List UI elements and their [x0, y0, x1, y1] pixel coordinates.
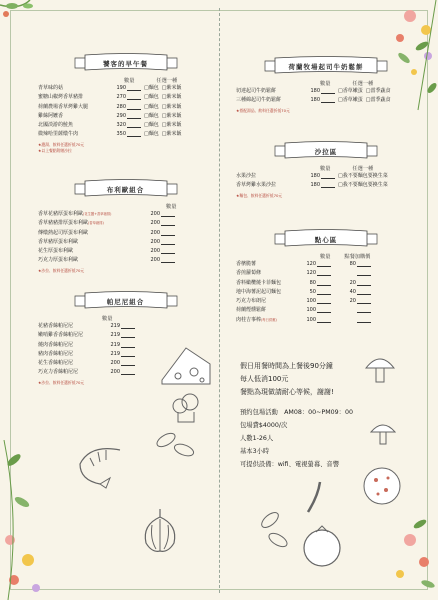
booking-info — [240, 406, 353, 471]
option-checkbox[interactable]: □紫米飯 — [161, 103, 182, 110]
quantity-field[interactable] — [161, 219, 175, 226]
quantity-field[interactable] — [161, 256, 175, 263]
breakfast-note-1: ★濃湯、飲料任選折抵70元 — [38, 141, 85, 147]
item-name: 巧克力布朗尼 — [236, 298, 267, 305]
item-name: 北國淡游的鮭魚 — [38, 122, 74, 129]
option-checkbox[interactable]: □香草嫩蛋 — [338, 97, 363, 104]
item-extra-price — [334, 306, 356, 315]
quantity-field[interactable] — [317, 279, 331, 286]
option-checkbox[interactable]: □我不要麵包要換生菜 — [338, 173, 388, 179]
info-line: 假日用餐時間為上餐後90分鐘 — [240, 362, 333, 370]
quantity-field[interactable] — [317, 306, 331, 313]
mushroom-small-icon — [368, 418, 398, 448]
item-note: (香草豬排) — [88, 221, 104, 226]
cheese-icon — [158, 340, 214, 390]
choose-header: 任選一種 — [352, 166, 374, 172]
item-price: 219 — [110, 323, 120, 329]
burrito-banner — [71, 178, 181, 200]
item-name: 蜜糖山椒烤香草豬排 — [38, 94, 84, 101]
choose-header: 任選一種 — [156, 78, 178, 84]
option-checkbox[interactable]: □紫米飯 — [161, 112, 182, 119]
waffle-header — [236, 80, 416, 87]
shrimp-icon — [70, 440, 130, 490]
item-name: 豬肉香絲帕尼尼 — [38, 350, 74, 357]
item-name: 燒肉香絲帕尼尼 — [38, 341, 74, 348]
item-note: (花生醬+香草豬排) — [83, 212, 112, 216]
menu-item-row — [38, 84, 213, 93]
menu-item-row — [236, 288, 416, 297]
item-name: 荷蘭煙燻鬆餅 — [236, 307, 267, 314]
item-extra-price: 80 — [349, 261, 356, 267]
menu-item-row — [38, 130, 213, 139]
item-price: 100 — [306, 316, 316, 323]
waffle-title: 荷蘭牧場起司牛奶鬆餅 — [288, 62, 364, 71]
item-extra-price: 20 — [349, 298, 356, 305]
item-price: 190 — [116, 85, 126, 91]
chili-icon — [300, 478, 330, 518]
menu-item-row — [38, 322, 213, 331]
salami-icon — [360, 462, 404, 512]
leaves-icon — [150, 420, 200, 470]
booking-line: 人數1-26人 — [240, 435, 274, 442]
dining-info — [240, 360, 334, 399]
menu-item-row — [236, 316, 416, 325]
menu-item-row — [236, 96, 416, 105]
menu-item-row — [38, 229, 213, 238]
qty-header: 數量 — [320, 254, 331, 260]
qty-header: 數量 — [166, 204, 177, 210]
item-price: 280 — [116, 103, 126, 110]
item-price: 200 — [150, 248, 160, 255]
item-extra-price — [334, 316, 356, 325]
item-price: 200 — [150, 238, 160, 245]
burrito-note: ★沙拉、飲料任選折抵70元 — [38, 267, 85, 273]
item-price: 50 — [309, 288, 316, 295]
option-checkbox[interactable]: □我不要麵包要換生菜 — [338, 182, 388, 189]
extra-quantity-field[interactable] — [357, 279, 371, 286]
qty-header: 數量 — [320, 81, 331, 87]
qty-header: 數量 — [124, 78, 135, 84]
breakfast-note-2: ★以上餐點附贈沙拉 — [38, 147, 72, 153]
item-price: 180 — [310, 182, 320, 189]
item-name: 肉桂吉事棒(每日供應) — [236, 316, 277, 323]
quantity-field[interactable] — [317, 269, 331, 276]
item-price: 290 — [116, 112, 126, 119]
item-price: 100 — [306, 307, 316, 314]
item-price: 120 — [306, 270, 316, 277]
burrito-section — [38, 178, 213, 274]
extra-quantity-field[interactable] — [357, 306, 371, 313]
option-checkbox[interactable]: □香草嫩蛋 — [338, 88, 363, 94]
menu-item-row — [38, 238, 213, 247]
option-checkbox[interactable]: □麵包 — [144, 112, 159, 119]
booking-line: 包場費$4000/次 — [240, 422, 288, 429]
item-name: 香草烤雞水果沙拉 — [236, 182, 277, 189]
menu-item-row — [236, 181, 416, 190]
quantity-field[interactable] — [127, 121, 141, 128]
choose-header: 任選一種 — [352, 81, 374, 87]
item-extra-price: 20 — [349, 279, 356, 286]
item-price: 200 — [150, 257, 160, 264]
garlic-icon — [138, 505, 182, 555]
flower-decoration-bottom-left — [0, 440, 50, 600]
item-name: 巧克力厚蛋布利歐 — [38, 257, 79, 264]
extra-quantity-field[interactable] — [357, 260, 371, 267]
item-price: 320 — [116, 122, 126, 129]
quantity-field[interactable] — [321, 96, 335, 103]
quantity-field[interactable] — [317, 288, 331, 295]
item-name: 地中海薯泥起司麵包 — [236, 288, 282, 295]
item-name: 香草花豬厚蛋布利歐(花生醬+香草豬排) — [38, 211, 112, 217]
option-checkbox[interactable]: □麵包 — [144, 122, 159, 129]
extra-quantity-field[interactable] — [357, 316, 371, 323]
salad-note: ★麵包、飲料任選折抵70元 — [236, 192, 283, 198]
pack-header: 點餐加購價 — [344, 254, 371, 260]
tomato-icon — [296, 520, 348, 570]
quantity-field[interactable] — [321, 172, 335, 179]
item-name: 切達起司牛奶鬆餅 — [236, 88, 277, 94]
menu-item-row — [38, 93, 213, 102]
item-price: 180 — [310, 88, 320, 94]
burrito-header — [38, 203, 213, 210]
menu-item-row — [38, 219, 213, 228]
item-extra-price: 40 — [349, 288, 356, 295]
option-checkbox[interactable]: □麵包 — [144, 131, 159, 138]
quantity-field[interactable] — [317, 316, 331, 323]
snacks-section — [236, 228, 416, 325]
qty-header: 數量 — [320, 166, 331, 172]
item-price: 219 — [110, 350, 120, 357]
qty-header: 數量 — [102, 316, 113, 322]
booking-line: 預約包場活動 AM08：00~PM09：00 — [240, 409, 353, 416]
item-name: 香料橄欖燒卡菲麵包 — [236, 279, 282, 286]
breakfast-banner — [71, 52, 181, 74]
quantity-field[interactable] — [127, 93, 141, 100]
quantity-field[interactable] — [121, 359, 135, 366]
item-price: 200 — [150, 220, 160, 227]
option-checkbox[interactable]: □當季蔬食 — [365, 97, 391, 104]
quantity-field[interactable] — [127, 130, 141, 137]
snacks-banner — [271, 228, 381, 250]
quantity-field[interactable] — [121, 350, 135, 357]
center-divider — [219, 8, 220, 593]
option-checkbox[interactable]: □當季蔬食 — [365, 88, 391, 94]
item-price: 200 — [110, 360, 120, 367]
menu-item-row — [38, 112, 213, 121]
salad-section — [236, 140, 416, 199]
option-checkbox[interactable]: □紫米飯 — [161, 85, 182, 91]
snacks-header — [236, 253, 416, 260]
breakfast-title: 饕客的早午餐 — [103, 59, 148, 68]
item-note: (每日供應) — [261, 317, 277, 322]
mushroom-icon — [362, 350, 398, 386]
item-price: 200 — [110, 369, 120, 376]
item-name: 巧克力香絲帕尼尼 — [38, 369, 79, 376]
breakfast-header — [38, 77, 213, 84]
menu-item-row — [236, 269, 416, 278]
quantity-field[interactable] — [317, 297, 331, 304]
panini-banner — [71, 290, 181, 312]
booking-line: 可提供設備：wifi、電視螢幕、音響 — [240, 461, 340, 468]
item-price: 80 — [309, 279, 316, 286]
item-price: 219 — [110, 341, 120, 348]
item-name: 香檳脆薯 — [236, 261, 257, 267]
option-checkbox[interactable]: □麵包 — [144, 85, 159, 91]
quantity-field[interactable] — [161, 238, 175, 245]
item-extra-price — [334, 269, 356, 278]
quantity-field[interactable] — [127, 103, 141, 110]
item-price: 200 — [150, 211, 160, 217]
item-price: 350 — [116, 131, 126, 138]
item-name: 水果沙拉 — [236, 173, 257, 179]
info-line: 餐點為現做請耐心等候，謝謝! — [240, 388, 334, 396]
item-price: 219 — [110, 332, 120, 339]
item-name: 香煎蘿蔔條 — [236, 270, 262, 277]
extra-quantity-field[interactable] — [357, 288, 371, 295]
waffle-section — [236, 55, 416, 114]
option-checkbox[interactable]: □麵包 — [144, 94, 159, 101]
extra-quantity-field[interactable] — [357, 269, 371, 276]
quantity-field[interactable] — [121, 368, 135, 375]
salad-banner — [271, 140, 381, 162]
menu-item-row — [38, 256, 213, 265]
item-name: 三種綿起司牛奶鬆餅 — [236, 97, 282, 104]
item-price: 180 — [310, 173, 320, 179]
menu-item-row — [236, 279, 416, 288]
item-name: 雞絲阿嬤香 — [38, 112, 64, 119]
salad-header — [236, 165, 416, 172]
item-name: 微辣哈里薩燉牛肉 — [38, 131, 79, 138]
item-name: 香草豬厚蛋布利歐 — [38, 238, 79, 245]
info-line: 每人低消100元 — [240, 375, 289, 383]
waffle-note: ★搭配湯品、飲料任選折抵70元 — [236, 107, 290, 113]
item-name: 青草味的菇 — [38, 85, 64, 91]
quantity-field[interactable] — [321, 87, 335, 94]
panini-note: ★沙拉、飲料任選折抵70元 — [38, 379, 85, 385]
item-name: 花生香絲帕尼尼 — [38, 360, 74, 367]
extra-quantity-field[interactable] — [357, 297, 371, 304]
menu-item-row — [236, 87, 416, 96]
quantity-field[interactable] — [161, 229, 175, 236]
item-name: 香草豬豬排厚蛋布利歐(香草豬排) — [38, 220, 104, 227]
option-checkbox[interactable]: □紫米飯 — [161, 94, 182, 101]
item-name: 荷蘭農場香草烤雞大腿 — [38, 103, 89, 110]
quantity-field[interactable] — [161, 210, 175, 217]
menu-item-row — [236, 172, 416, 181]
item-price: 180 — [310, 97, 320, 104]
item-name: 花生厚蛋布利歐 — [38, 248, 74, 255]
salad-title: 沙拉區 — [314, 147, 338, 156]
menu-item-row — [38, 121, 213, 130]
quantity-field[interactable] — [321, 181, 335, 188]
panini-header — [38, 315, 213, 322]
quantity-field[interactable] — [127, 84, 141, 91]
item-price: 200 — [150, 229, 160, 236]
quantity-field[interactable] — [121, 322, 135, 329]
option-checkbox[interactable]: □紫米飯 — [161, 131, 182, 138]
menu-item-row — [38, 103, 213, 112]
item-name: 花豬香絲帕尼尼 — [38, 323, 74, 329]
menu-item-row — [236, 306, 416, 315]
flower-decoration-bottom-right — [380, 500, 438, 600]
burrito-title: 布利歐組合 — [106, 185, 145, 194]
menu-item-row — [38, 210, 213, 219]
snacks-title: 點心區 — [314, 235, 338, 244]
menu-item-row — [236, 260, 416, 269]
quantity-field[interactable] — [161, 247, 175, 254]
option-checkbox[interactable]: □紫米飯 — [161, 122, 182, 129]
option-checkbox[interactable]: □麵包 — [144, 103, 159, 110]
item-name: 傳燉熱起司厚蛋布利歐 — [38, 229, 89, 236]
item-price: 270 — [116, 94, 126, 101]
quantity-field[interactable] — [317, 260, 331, 267]
menu-item-row — [38, 247, 213, 256]
booking-line: 基本3小時 — [240, 448, 270, 455]
breakfast-section — [38, 52, 213, 154]
quantity-field[interactable] — [127, 112, 141, 119]
item-price: 120 — [306, 261, 316, 267]
menu-item-row — [236, 297, 416, 306]
basil-icon — [250, 500, 300, 560]
quantity-field[interactable] — [121, 341, 135, 348]
waffle-banner — [261, 55, 391, 77]
item-price: 100 — [306, 298, 316, 305]
quantity-field[interactable] — [121, 331, 135, 338]
panini-title: 帕尼尼組合 — [106, 297, 145, 306]
flower-decoration-top-left — [0, 0, 48, 40]
item-name: 嫩哨雞香香絲帕尼尼 — [38, 332, 84, 339]
